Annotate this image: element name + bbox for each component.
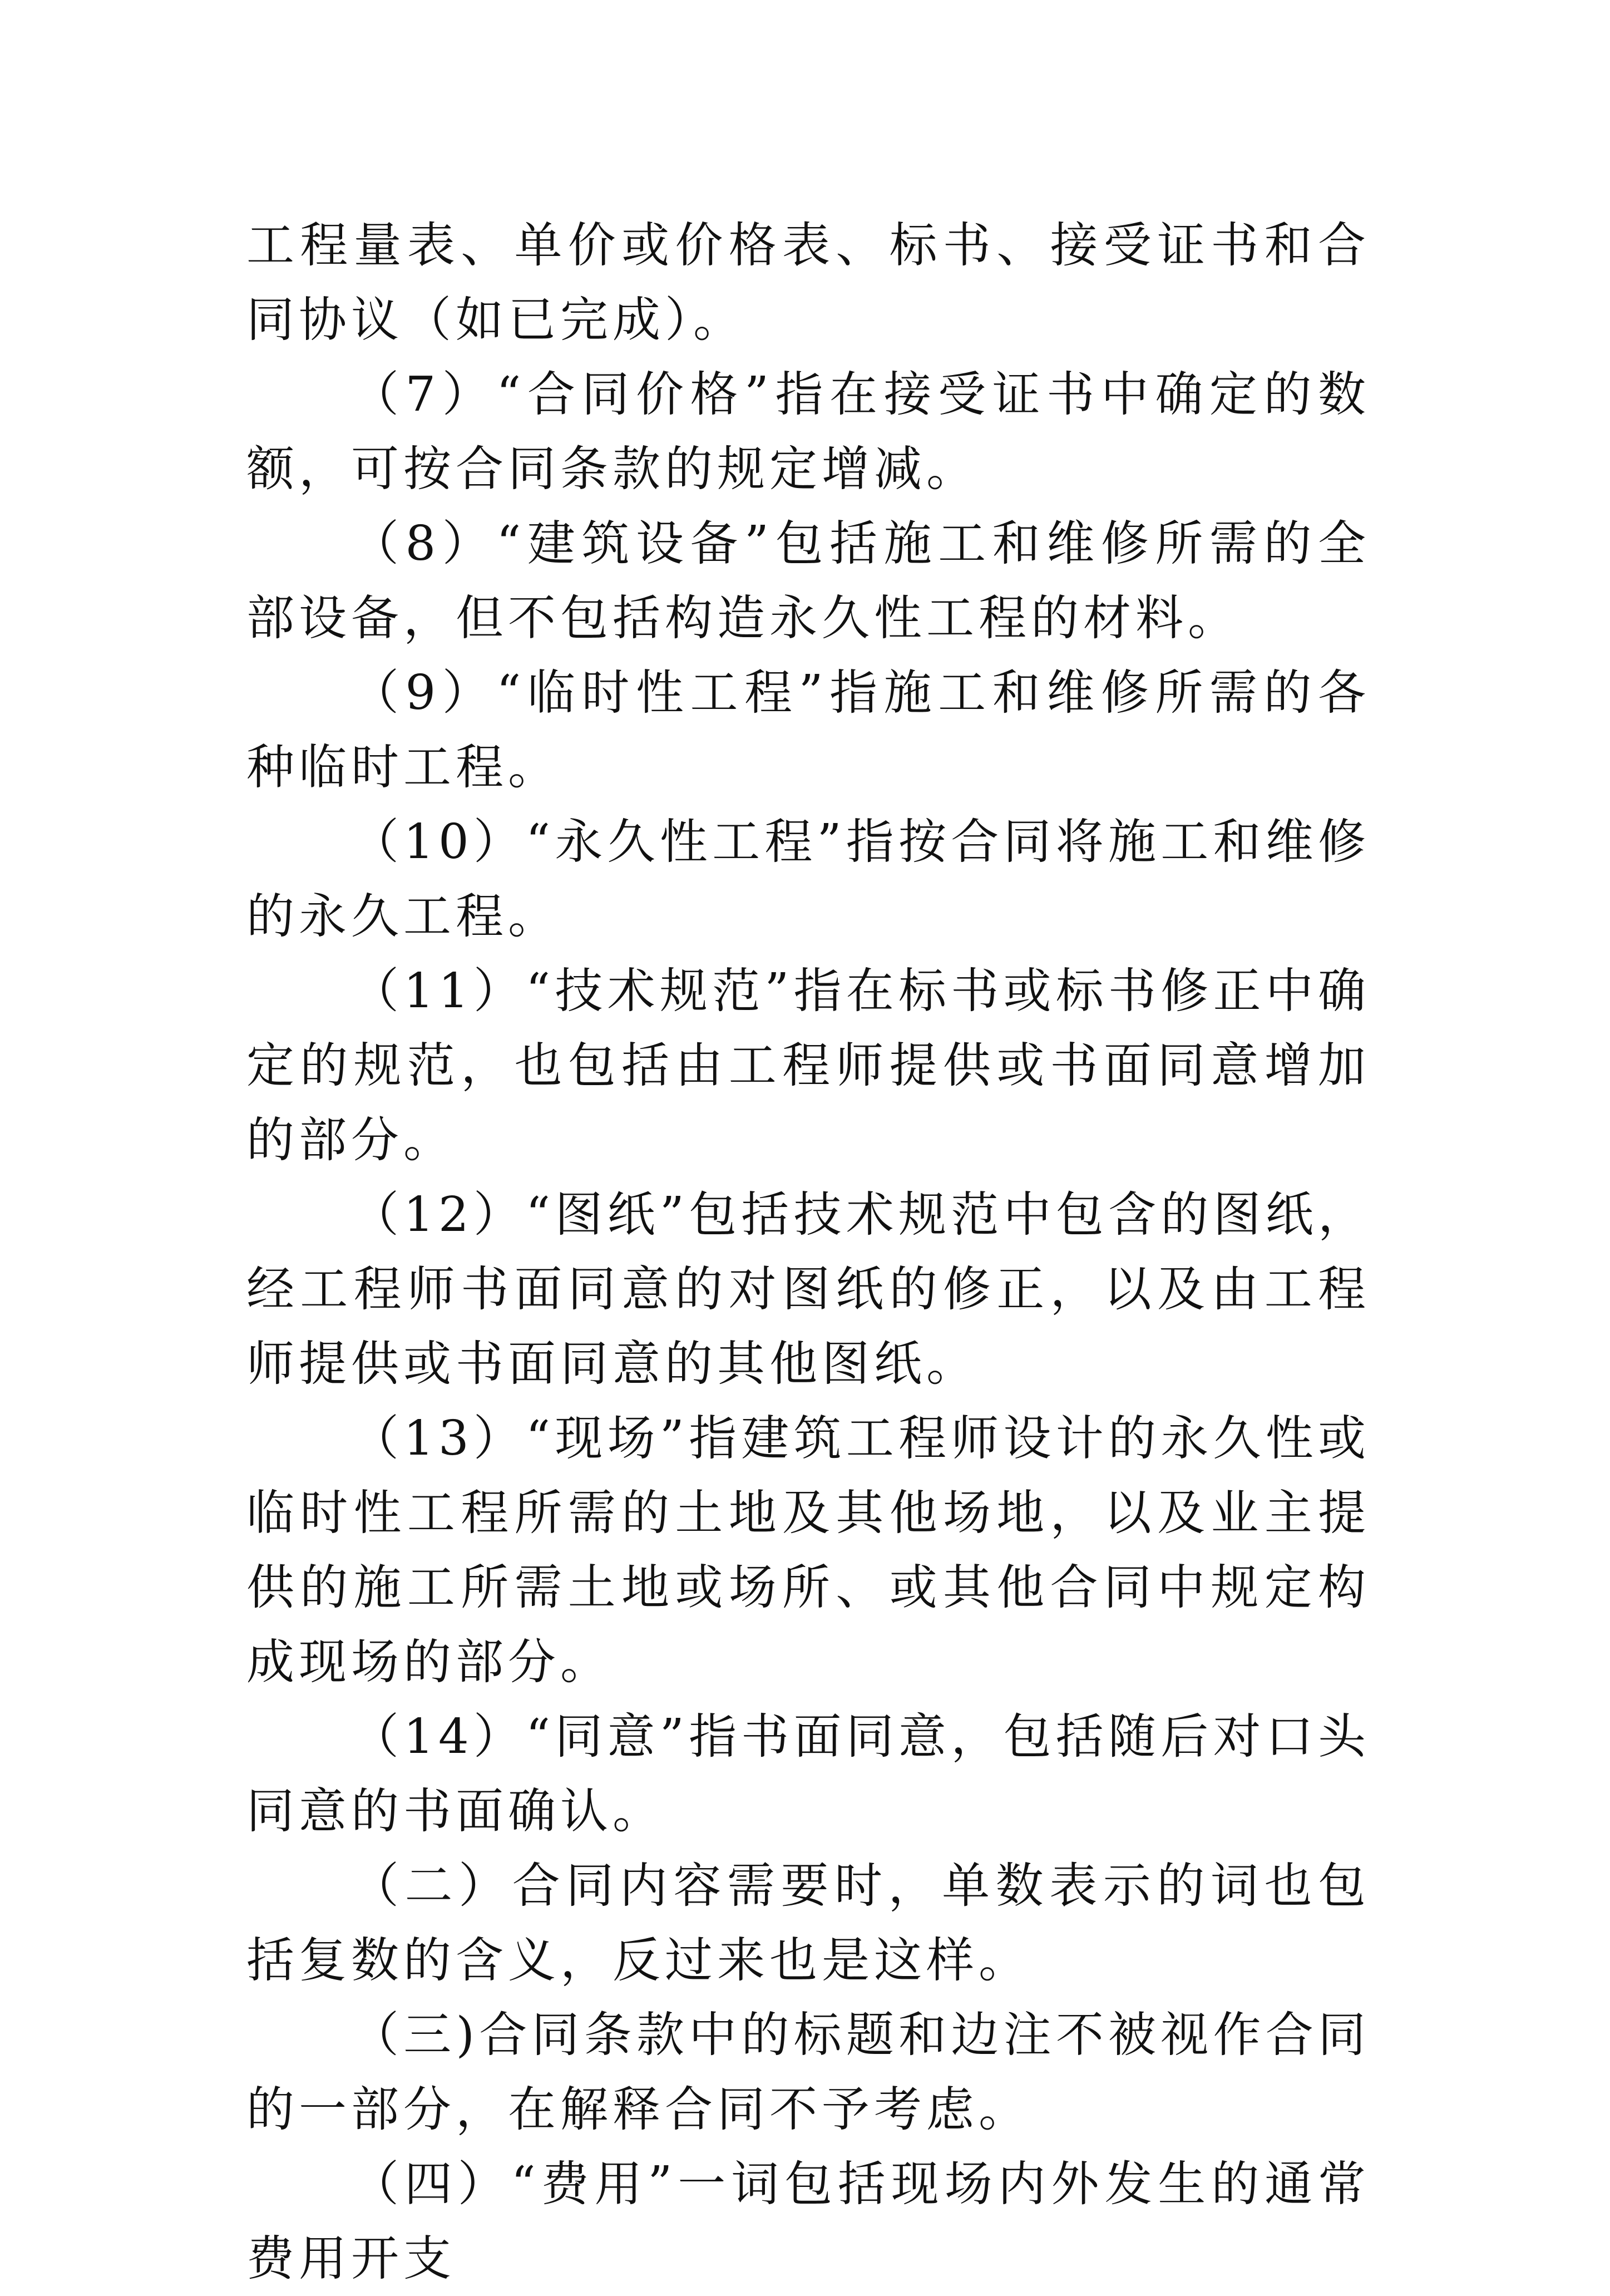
paragraph-drawings: （12）“图纸”包括技术规范中包含的图纸，经工程师书面同意的对图纸的修正，以及由工程师提供或书面同意的其他图纸。	[246, 1187, 1370, 1392]
paragraph-site: （13）“现场”指建筑工程师设计的永久性或临时性工程所需的土地及其他场地，以及业主提供的施工所需土地或场所、或其他合同中规定构成现场的部分。	[246, 1411, 1370, 1690]
paragraph-contract-price: （7）“合同价格”指在接受证书中确定的数额，可按合同条款的规定增减。	[246, 367, 1370, 497]
paragraph-continuation: 工程量表、单价或价格表、标书、接受证书和合同协议（如已完成）。	[246, 218, 1370, 348]
paragraph-construction-equipment: （8）“建筑设备”包括施工和维修所需的全部设备，但不包括构造永久性工程的材料。	[246, 516, 1370, 646]
paragraph-temporary-works: （9）“临时性工程”指施工和维修所需的各种临时工程。	[246, 665, 1370, 795]
paragraph-permanent-works: （10）“永久性工程”指按合同将施工和维修的永久工程。	[246, 814, 1370, 944]
paragraph-consent: （14）“同意”指书面同意，包括随后对口头同意的书面确认。	[246, 1709, 1370, 1839]
paragraph-cost: （四）“费用”一词包括现场内外发生的通常费用开支	[246, 2156, 1370, 2287]
paragraph-singular-plural: （二）合同内容需要时，单数表示的词也包括复数的含义，反过来也是这样。	[246, 1858, 1370, 1988]
paragraph-headings-marginal-notes: （三)合同条款中的标题和边注不被视作合同的一部分，在解释合同不予考虑。	[246, 2007, 1370, 2137]
document-body	[246, 208, 1370, 2296]
paragraph-specification: （11）“技术规范”指在标书或标书修正中确定的规范，也包括由工程师提供或书面同意增加的部分。	[246, 963, 1370, 1168]
